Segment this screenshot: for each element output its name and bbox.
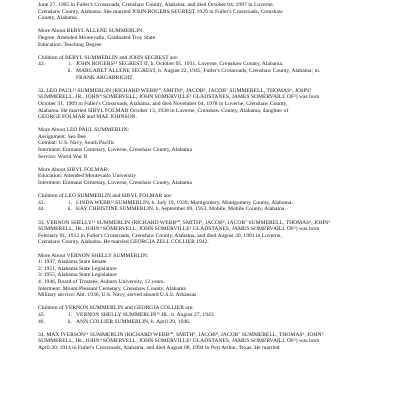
text-line: County, Alabama. (38, 15, 79, 22)
fact-line: Education: Teaching Degree (38, 41, 102, 48)
fact-line: Interment: Emmaus Cemetary, Luverne, Crenshaw County, Alabama (38, 147, 192, 154)
section-heading: More About VERNON SHELLY SUMMERLIN: (38, 252, 149, 259)
child-text: ANN COLLIER SUMMERLIN, b. April 29, 1946. (76, 318, 191, 325)
entry-line: SUMMERELL, JR., JOHN⁴ SOMERVELL, JOHN SOMERVILLE³ GLADSTANES, JAMES SOMERVAILL OF²) was born (38, 226, 320, 233)
entry-line: February 01, 1912 in Fuller's Crossroads, Crenshaw County, Alabama, and died August 30, 1981 in Luverne, (38, 232, 282, 239)
fact-line: 1: 1947, Alabama State Senate (38, 259, 107, 266)
child-number: 43. (38, 199, 45, 206)
child-number (38, 68, 52, 75)
leo-children (38, 193, 370, 213)
child-roman: i. (69, 61, 72, 68)
child-roman: ii. (67, 318, 72, 325)
fact-line: Interment: Mount Pleasant Cemetary, Crenshaw County, Alabama (38, 285, 186, 292)
child-text: MARGARET ALLENE SEGREST, b. August 22, 1945, Fuller's Crossroads, Crenshaw County, Alabama; m. (76, 67, 321, 74)
beryl-children (38, 55, 370, 81)
fact-line: 2: 1951, Alabama State Legislature (38, 265, 117, 272)
text-line: June 27, 1905 in Fuller's Crossroads, Crenshaw County, Alabama, and died October 04, 1997 in Luverne, (38, 2, 275, 8)
sibyl-more-about (38, 167, 370, 187)
child-row (38, 206, 370, 213)
entry-line: SUMMERELL, JR., JOHN⁴ SOMERVELL, JOHN SOMERVILLE³ GLADSTANES, JAMES SOMERVAILL OF²) was born (38, 338, 320, 345)
leo-more-about (38, 127, 370, 160)
section-heading: More About SIBYL FOLMAR: (38, 166, 109, 173)
fact-line: Military service: Abt. 1936, U.S. Navy, served aboard U.S.S. Arkansas (38, 292, 197, 299)
child-text: JOHN ROGERS¹² SEGREST II, b. October 05, 1931, Luverne, Crenshaw County, Alabama. (76, 61, 284, 68)
child-number: 42. (38, 61, 45, 68)
fact-line: Interment: Emmaus Cemetary, Luverne, Crenshaw County, Alabama (38, 180, 192, 187)
child-number: 44. (38, 206, 45, 213)
fact-line: 3: 1955, Alabama State Legislature (38, 272, 117, 279)
top-paragraph (38, 2, 370, 22)
entry-line: 33. VERNON SHELLY¹¹ SUMMERLIN (RICHARD WEBB¹⁰, SMITH⁹, JACOB⁸, JACOB⁷ SUMMERELL, THOMAS⁶, JOHN⁵ (38, 219, 331, 226)
children-heading: Children of VERNON SUMMERLIN and GEORGIA COLLIER are: (38, 305, 194, 312)
child-row (38, 61, 370, 68)
child-row-continuation (38, 75, 370, 82)
vernon-more-about (38, 253, 370, 299)
child-text: VERNON SHELLY SUMMERLIN¹² JR., b. August 27, 1943. (76, 311, 216, 318)
child-row (38, 68, 370, 75)
child-text: LINDA WEBB¹² SUMMERLIN, b. July 19, 1939, Montgomery, Montgomery County, Alabama. (76, 199, 293, 206)
child-row (38, 200, 370, 207)
child-roman: i. (69, 199, 72, 206)
beryl-more-about (38, 28, 370, 48)
entry-34 (38, 332, 370, 352)
children-heading: Children of BERYL SUMMERLIN and JOHN SEGREST are: (38, 54, 179, 61)
child-roman: ii. (67, 206, 72, 213)
child-text: KAY CHRISTINE SUMMERLIN, b. September 09, 1953, Mobile, Mobile County, Alabama. (76, 206, 286, 213)
fact-line: Combat: U.S. Navy, South Pacific (38, 140, 115, 147)
text-line: Crenshaw County, Alabama. She married JOHN ROGERS SEGREST 1929 in Fuller's Crossroads, Crenshaw (38, 8, 283, 15)
entry-line: 32. LEO PAUL¹¹ SUMMERLIN (RICHARD WEBB¹⁰, SMITH⁹, JACOB⁸, JACOB⁷ SUMMERELL, THOMAS⁶, JOHN⁵ (38, 87, 312, 94)
child-text: FRANK ARGABRIGHT. (76, 74, 134, 81)
entry-line: SUMMERELL, JR., JOHN⁴ SOMERVELL, JOHN SOMERVILLE³ GLADSTANES, JAMES SOMERVAILL OF²) was born (38, 94, 320, 101)
child-number: 46. (38, 318, 45, 325)
children-heading: Children of LEO SUMMERLIN and SIBYL FOLMAR are: (38, 193, 173, 200)
fact-line: Degree: Attended Montevallo, Graduated Troy State (38, 34, 156, 41)
child-row (38, 312, 370, 319)
child-roman: i. (69, 311, 72, 318)
fact-line: Service: World War II (38, 153, 88, 160)
entry-line: GEORGE FOLMAR and MAE JOHNSON. (38, 114, 137, 121)
section-heading: More About LEO PAUL SUMMERLIN: (38, 127, 130, 134)
fact-line: 4: 1946, Board of Trustees, Auburn University, 12 years. (38, 278, 165, 285)
entry-33 (38, 220, 370, 246)
section-heading: More About BERYL ALLENE SUMMERLIN: (38, 28, 144, 35)
entry-line: Crenshaw County, Alabama. He married GEORGIA ZELL COLLIER 1942. (38, 239, 209, 246)
fact-line: Education: Attended Montevallo University (38, 173, 137, 180)
child-roman: ii. (67, 67, 72, 74)
fact-line: Assignment: Sea Bee (38, 133, 86, 140)
entry-line: Alabama. He married SIBYL FOLMAR October 13, 1938 in Luverne, Crenshaw County, Alabama, daughter of (38, 107, 289, 114)
child-row (38, 319, 370, 326)
entry-line: October 31, 1909 in Fuller's Crossroads, Alabama, and died November 04, 1978 in Luverne, Crenshaw County, (38, 100, 288, 107)
entry-32 (38, 88, 370, 121)
child-number: 45. (38, 311, 45, 318)
vernon-children (38, 305, 370, 325)
entry-line: April 30, 1914 in Fuller's Crossroads, Alabama, and died August 08, 1994 in Port Arthur, Texas. He married (38, 344, 280, 351)
entry-line: 34. MAX IVERSON¹¹ SUMMERLIN (RICHARD WEBB¹⁰, SMITH⁹, JACOB⁸, JACOB⁷ SUMMERELL, THOMAS⁶, JOHN⁵ (38, 331, 324, 338)
